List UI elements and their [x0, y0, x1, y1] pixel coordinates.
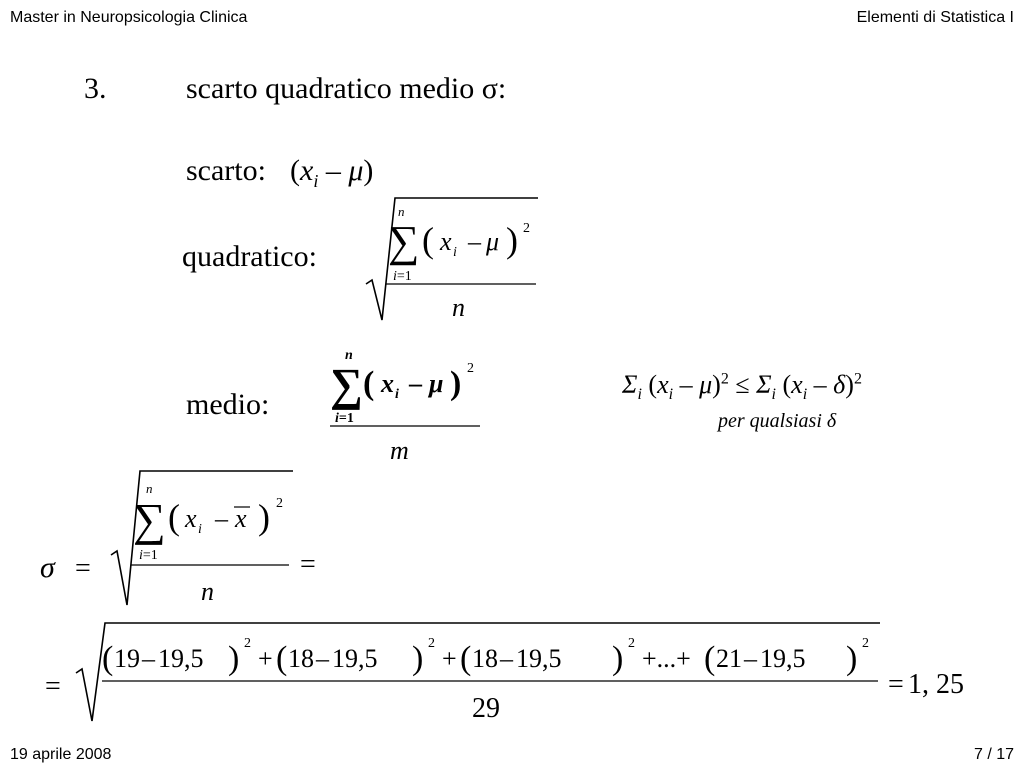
- svg-text:): ): [228, 640, 240, 677]
- header-course-title: Master in Neuropsicologia Clinica: [10, 9, 248, 26]
- svg-text:m: m: [390, 436, 409, 465]
- svg-text:∑: ∑: [133, 494, 166, 545]
- svg-text:(: (: [363, 365, 375, 402]
- svg-text:i: i: [453, 245, 457, 260]
- svg-text:2: 2: [862, 636, 869, 651]
- inequality-note: per qualsiasi δ: [718, 410, 837, 432]
- formula-sigma-computation: [40, 615, 980, 730]
- svg-text:2: 2: [628, 636, 635, 651]
- formula-sigma-definition: [35, 465, 340, 615]
- mean-2: 19,5: [332, 644, 378, 673]
- sigma-result: 1, 25: [908, 669, 964, 700]
- svg-text:2: 2: [276, 496, 283, 511]
- svg-text:–: –: [142, 644, 155, 673]
- svg-text:+...+: +...+: [642, 644, 691, 673]
- mean-4: 19,5: [760, 644, 806, 673]
- formula-mean-deviation: [325, 342, 490, 467]
- svg-text:x: x: [440, 227, 452, 256]
- mean-1: 19,5: [158, 644, 204, 673]
- svg-text:μ: μ: [486, 227, 500, 256]
- svg-text:): ): [612, 640, 624, 677]
- formula-deviation: $(x_i - \mu)$: [290, 154, 374, 191]
- svg-text:(: (: [102, 640, 114, 677]
- label-quadratico: quadratico:: [182, 240, 317, 273]
- svg-text:–: –: [468, 227, 481, 256]
- svg-text:(: (: [422, 220, 434, 260]
- svg-text:2: 2: [467, 361, 474, 376]
- svg-text:): ): [506, 220, 518, 260]
- footer-page-number: 7 / 17: [973, 746, 1014, 763]
- svg-text:): ): [846, 640, 858, 677]
- svg-text:+: +: [258, 644, 273, 673]
- svg-text:+: +: [442, 644, 457, 673]
- footer-date: 19 aprile 2008: [10, 746, 112, 763]
- value-3: 18: [472, 644, 498, 673]
- value-4: 21: [716, 644, 742, 673]
- svg-text:–: –: [215, 504, 228, 533]
- svg-text:n: n: [146, 481, 153, 496]
- value-2: 18: [288, 644, 314, 673]
- denominator: 29: [472, 693, 500, 724]
- svg-text:n: n: [345, 348, 353, 363]
- svg-text:∑: ∑: [330, 359, 363, 410]
- svg-text:i: i: [395, 387, 399, 402]
- svg-text:x: x: [381, 369, 394, 398]
- svg-text:): ): [412, 640, 424, 677]
- svg-text:2: 2: [428, 636, 435, 651]
- section-title: scarto quadratico medio σ:: [186, 72, 507, 105]
- svg-text:2: 2: [523, 221, 530, 236]
- formula-root-mean-square: [360, 192, 550, 327]
- svg-text:(: (: [168, 497, 180, 537]
- value-1: 19: [114, 644, 140, 673]
- svg-text:i=1: i=1: [335, 411, 354, 426]
- svg-text:=: =: [75, 553, 91, 584]
- svg-text:=: =: [888, 669, 904, 700]
- svg-text:i=1: i=1: [139, 548, 158, 563]
- svg-text:σ: σ: [40, 551, 55, 584]
- svg-text:(: (: [704, 640, 716, 677]
- mean-3: 19,5: [516, 644, 562, 673]
- svg-text:=: =: [300, 549, 316, 580]
- svg-text:x: x: [235, 504, 247, 533]
- svg-text:2: 2: [244, 636, 251, 651]
- svg-text:i=1: i=1: [393, 269, 412, 284]
- svg-text:i: i: [198, 522, 202, 537]
- svg-text:μ: μ: [429, 369, 444, 398]
- label-scarto: scarto:: [186, 154, 266, 187]
- svg-text:–: –: [500, 644, 513, 673]
- svg-text:=: =: [45, 671, 61, 702]
- svg-text:n: n: [201, 577, 214, 606]
- svg-text:–: –: [409, 369, 422, 398]
- svg-text:(: (: [460, 640, 472, 677]
- svg-text:x: x: [185, 504, 197, 533]
- svg-text:n: n: [452, 293, 465, 322]
- svg-text:): ): [450, 365, 462, 402]
- header-subject-title: Elementi di Statistica I: [856, 9, 1014, 26]
- svg-text:(: (: [276, 640, 288, 677]
- label-medio: medio:: [186, 388, 270, 421]
- section-number: 3.: [84, 72, 107, 105]
- svg-text:∑: ∑: [388, 217, 420, 266]
- svg-text:–: –: [316, 644, 329, 673]
- formula-minimum-inequality: $\Sigma_i$ $(x_i - \mu)^2 \le \Sigma_i$ $(x_i - \delta)^2$: [622, 370, 862, 404]
- svg-text:): ): [258, 497, 270, 537]
- svg-text:–: –: [744, 644, 757, 673]
- svg-text:n: n: [398, 204, 405, 219]
